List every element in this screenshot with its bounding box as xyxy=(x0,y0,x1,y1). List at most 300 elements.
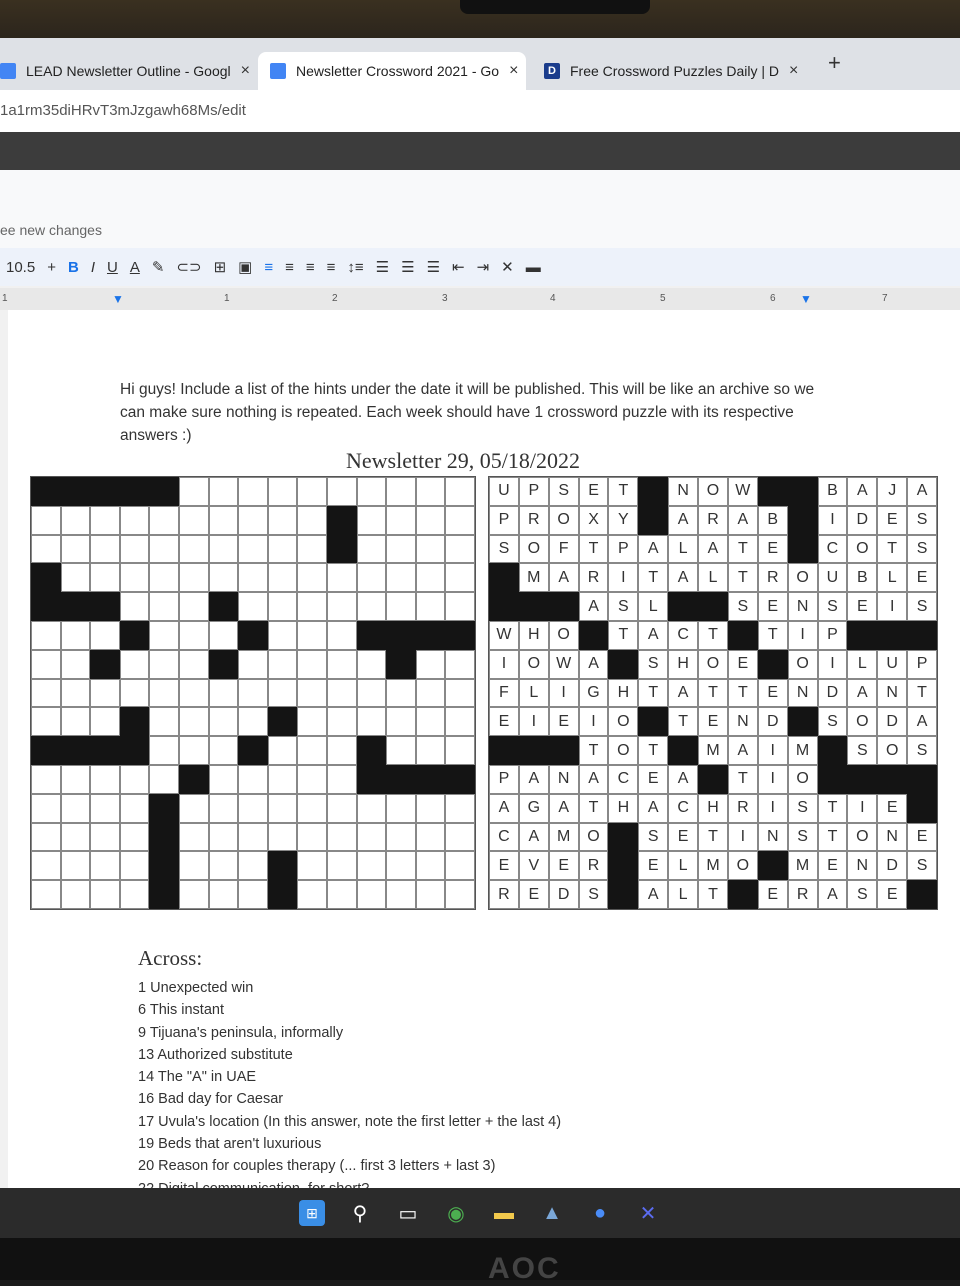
grid-cell[interactable] xyxy=(31,851,61,880)
grid-cell xyxy=(788,880,818,909)
grid-cell[interactable] xyxy=(327,794,357,823)
grid-cell[interactable] xyxy=(297,621,327,650)
grid-cell[interactable] xyxy=(179,506,209,535)
grid-cell[interactable] xyxy=(209,563,239,592)
increase-indent-icon[interactable]: ⇥ xyxy=(476,259,490,276)
grid-cell[interactable] xyxy=(386,880,416,909)
grid-cell[interactable] xyxy=(297,535,327,564)
tab-label: LEAD Newsletter Outline - Googl xyxy=(26,63,231,79)
grid-cell[interactable] xyxy=(297,794,327,823)
grid-cell[interactable] xyxy=(179,592,209,621)
answer-letter: I xyxy=(860,799,865,817)
grid-cell[interactable] xyxy=(416,823,446,852)
grid-cell[interactable] xyxy=(179,851,209,880)
grid-cell[interactable] xyxy=(327,736,357,765)
answer-letter: E xyxy=(767,539,779,557)
underline-icon[interactable]: U xyxy=(106,258,118,276)
answer-letter: E xyxy=(856,597,868,615)
grid-cell[interactable] xyxy=(90,563,120,592)
grid-cell[interactable] xyxy=(61,679,91,708)
grid-cell[interactable] xyxy=(445,535,475,564)
zoom-icon[interactable]: ● xyxy=(593,1201,607,1224)
grid-cell[interactable] xyxy=(120,851,150,880)
grid-cell[interactable] xyxy=(90,506,120,535)
tab-lead-outline[interactable] xyxy=(0,52,252,90)
grid-cell[interactable] xyxy=(209,679,239,708)
grid-cell[interactable] xyxy=(209,477,239,506)
grid-cell[interactable] xyxy=(31,535,61,564)
grid-cell[interactable] xyxy=(386,506,416,535)
grid-cell[interactable] xyxy=(149,535,179,564)
grid-cell[interactable] xyxy=(90,535,120,564)
document-page[interactable] xyxy=(8,310,960,1190)
answer-letter: S xyxy=(558,482,569,500)
grid-cell[interactable] xyxy=(90,707,120,736)
grid-cell[interactable] xyxy=(445,477,475,506)
grid-cell[interactable] xyxy=(268,563,298,592)
grid-cell xyxy=(579,794,609,823)
align-center-icon[interactable]: ≡ xyxy=(285,258,294,276)
grid-cell[interactable] xyxy=(31,621,61,650)
answer-letter: H xyxy=(617,683,630,701)
grid-cell[interactable] xyxy=(445,707,475,736)
link-icon[interactable]: ⊂⊃ xyxy=(176,259,202,276)
grid-cell[interactable] xyxy=(357,535,387,564)
grid-cell[interactable] xyxy=(297,563,327,592)
grid-cell[interactable] xyxy=(120,880,150,909)
grid-cell[interactable] xyxy=(327,851,357,880)
grid-cell[interactable] xyxy=(268,765,298,794)
grid-cell[interactable] xyxy=(416,707,446,736)
grid-cell[interactable] xyxy=(179,621,209,650)
answer-letter: A xyxy=(856,683,868,701)
grid-cell[interactable] xyxy=(297,851,327,880)
windows-icon[interactable]: ⊞ xyxy=(299,1200,325,1226)
black-square xyxy=(519,736,549,765)
new-tab-button[interactable]: + xyxy=(828,50,841,75)
grid-cell[interactable] xyxy=(297,679,327,708)
grid-cell[interactable] xyxy=(90,765,120,794)
grid-cell[interactable] xyxy=(445,650,475,679)
grid-cell[interactable] xyxy=(120,650,150,679)
grid-cell[interactable] xyxy=(238,794,268,823)
grid-cell[interactable] xyxy=(209,535,239,564)
blank-crossword-grid[interactable] xyxy=(30,476,476,910)
screen xyxy=(0,38,960,1238)
grid-cell[interactable] xyxy=(120,823,150,852)
black-square xyxy=(907,765,937,794)
grid-cell[interactable] xyxy=(327,880,357,909)
answer-letter: E xyxy=(886,511,898,529)
black-square xyxy=(120,736,150,765)
grid-cell[interactable] xyxy=(445,736,475,765)
answer-letter: V xyxy=(528,856,540,874)
grid-cell xyxy=(579,880,609,909)
grid-cell[interactable] xyxy=(268,794,298,823)
answer-letter: L xyxy=(678,539,688,557)
grid-cell[interactable] xyxy=(179,535,209,564)
grid-cell[interactable] xyxy=(61,650,91,679)
grid-cell[interactable] xyxy=(61,794,91,823)
answer-letter: T xyxy=(708,827,718,845)
ruler-mark: 1 xyxy=(224,293,230,304)
grid-cell[interactable] xyxy=(268,736,298,765)
grid-cell xyxy=(818,621,848,650)
grid-cell[interactable] xyxy=(297,477,327,506)
grid-cell[interactable] xyxy=(327,823,357,852)
grid-cell xyxy=(489,477,519,506)
comment-icon[interactable]: ⊞ xyxy=(213,259,227,276)
grid-cell[interactable] xyxy=(90,851,120,880)
grid-cell[interactable] xyxy=(386,477,416,506)
grid-cell[interactable] xyxy=(445,794,475,823)
grid-cell xyxy=(847,679,877,708)
grid-cell xyxy=(608,765,638,794)
answer-letter: R xyxy=(766,568,779,586)
grid-cell[interactable] xyxy=(31,679,61,708)
tab-newsletter-crossword[interactable] xyxy=(258,52,526,90)
checklist-icon[interactable]: ☰ xyxy=(375,259,390,276)
grid-cell[interactable] xyxy=(238,823,268,852)
grid-cell[interactable] xyxy=(327,592,357,621)
answer-letter: A xyxy=(528,827,540,845)
grid-cell[interactable] xyxy=(209,621,239,650)
answer-letter: N xyxy=(886,683,898,701)
grid-cell[interactable] xyxy=(238,535,268,564)
grid-cell[interactable] xyxy=(209,794,239,823)
input-tools-icon[interactable]: ▬ xyxy=(525,258,541,276)
black-square xyxy=(907,880,937,909)
grid-cell[interactable] xyxy=(357,707,387,736)
grid-cell[interactable] xyxy=(238,592,268,621)
grid-cell[interactable] xyxy=(386,592,416,621)
grid-cell[interactable] xyxy=(238,851,268,880)
grid-cell[interactable] xyxy=(61,851,91,880)
grid-cell[interactable] xyxy=(61,563,91,592)
grid-cell[interactable] xyxy=(149,707,179,736)
grid-cell[interactable] xyxy=(327,707,357,736)
grid-cell[interactable] xyxy=(31,880,61,909)
answer-letter: A xyxy=(647,539,659,557)
grid-cell[interactable] xyxy=(268,477,298,506)
grid-cell[interactable] xyxy=(386,563,416,592)
grid-cell[interactable] xyxy=(445,880,475,909)
clear-format-icon[interactable]: ✕ xyxy=(501,259,514,276)
grid-cell[interactable] xyxy=(31,765,61,794)
grid-cell[interactable] xyxy=(416,506,446,535)
grid-cell[interactable] xyxy=(209,765,239,794)
grid-cell[interactable] xyxy=(209,823,239,852)
see-new-changes-link[interactable]: ee new changes xyxy=(0,222,102,238)
monitor-brand: AOC xyxy=(488,1252,561,1285)
grid-cell[interactable] xyxy=(386,707,416,736)
grid-cell xyxy=(818,563,848,592)
grid-cell[interactable] xyxy=(238,707,268,736)
black-square xyxy=(608,851,638,880)
grid-cell[interactable] xyxy=(357,592,387,621)
answer-letter: E xyxy=(767,597,779,615)
grid-cell[interactable] xyxy=(209,736,239,765)
grid-cell xyxy=(818,823,848,852)
grid-cell[interactable] xyxy=(61,823,91,852)
grid-cell[interactable] xyxy=(238,477,268,506)
grid-cell[interactable] xyxy=(297,506,327,535)
grid-cell[interactable] xyxy=(149,765,179,794)
grid-cell[interactable] xyxy=(179,477,209,506)
grid-cell[interactable] xyxy=(327,621,357,650)
grid-cell[interactable] xyxy=(327,765,357,794)
grid-cell[interactable] xyxy=(357,477,387,506)
grid-cell[interactable] xyxy=(120,592,150,621)
grid-cell xyxy=(519,851,549,880)
grid-cell[interactable] xyxy=(357,506,387,535)
grid-cell[interactable] xyxy=(297,592,327,621)
address-bar[interactable] xyxy=(0,90,960,132)
grid-cell[interactable] xyxy=(357,851,387,880)
grid-cell[interactable] xyxy=(416,592,446,621)
black-square xyxy=(788,535,818,564)
grid-cell[interactable] xyxy=(179,650,209,679)
grid-cell xyxy=(698,650,728,679)
grid-cell[interactable] xyxy=(445,679,475,708)
bold-icon[interactable]: B xyxy=(67,258,79,276)
grid-cell[interactable] xyxy=(31,506,61,535)
answer-letter: L xyxy=(678,856,688,874)
grid-cell[interactable] xyxy=(386,679,416,708)
grid-cell[interactable] xyxy=(416,736,446,765)
ruler-mark: 6 xyxy=(770,293,776,304)
grid-cell[interactable] xyxy=(179,823,209,852)
grid-cell[interactable] xyxy=(238,563,268,592)
clue-item: 9 Tijuana's peninsula, informally xyxy=(138,1024,344,1041)
grid-cell[interactable] xyxy=(31,823,61,852)
grid-cell[interactable] xyxy=(327,563,357,592)
grid-cell[interactable] xyxy=(268,592,298,621)
app-icon[interactable]: ✕ xyxy=(639,1202,657,1225)
grid-cell[interactable] xyxy=(238,650,268,679)
grid-cell[interactable] xyxy=(120,563,150,592)
grid-cell[interactable] xyxy=(357,679,387,708)
italic-icon[interactable]: I xyxy=(90,258,95,276)
answer-letter: A xyxy=(647,885,659,903)
grid-cell[interactable] xyxy=(179,707,209,736)
grid-cell xyxy=(489,880,519,909)
grid-cell xyxy=(489,650,519,679)
grid-cell[interactable] xyxy=(90,880,120,909)
grid-cell[interactable] xyxy=(61,765,91,794)
answer-letter: D xyxy=(557,885,570,903)
grid-cell xyxy=(758,823,788,852)
grid-cell[interactable] xyxy=(149,592,179,621)
answer-letter: T xyxy=(917,683,927,701)
grid-cell[interactable] xyxy=(357,650,387,679)
grid-cell[interactable] xyxy=(61,506,91,535)
black-square xyxy=(149,477,179,506)
answer-letter: T xyxy=(767,626,778,644)
grid-cell[interactable] xyxy=(357,880,387,909)
numbered-list-icon[interactable]: ☰ xyxy=(426,259,441,276)
indent-marker-icon[interactable]: ▼ xyxy=(112,292,124,306)
grid-cell[interactable] xyxy=(416,650,446,679)
answer-letter: H xyxy=(677,655,689,673)
grid-cell[interactable] xyxy=(149,621,179,650)
grid-cell xyxy=(877,563,907,592)
grid-cell[interactable] xyxy=(238,506,268,535)
grid-cell[interactable] xyxy=(209,506,239,535)
grid-cell[interactable] xyxy=(357,563,387,592)
grid-cell[interactable] xyxy=(297,736,327,765)
bulleted-list-icon[interactable]: ☰ xyxy=(401,259,415,276)
grid-cell[interactable] xyxy=(297,650,327,679)
grid-cell[interactable] xyxy=(386,736,416,765)
grid-cell[interactable] xyxy=(357,823,387,852)
grid-cell[interactable] xyxy=(297,880,327,909)
grid-cell[interactable] xyxy=(416,679,446,708)
grid-cell[interactable] xyxy=(238,880,268,909)
grid-cell[interactable] xyxy=(149,679,179,708)
task-view-icon[interactable]: ▭ xyxy=(398,1202,418,1225)
grid-cell[interactable] xyxy=(268,621,298,650)
close-icon[interactable]: × xyxy=(240,62,250,79)
answer-letter: O xyxy=(885,741,899,759)
chrome-icon[interactable]: ◉ xyxy=(447,1202,465,1225)
grid-cell[interactable] xyxy=(90,794,120,823)
black-square xyxy=(209,650,239,679)
grid-cell[interactable] xyxy=(149,563,179,592)
grid-cell xyxy=(818,592,848,621)
grid-cell[interactable] xyxy=(120,765,150,794)
justify-icon[interactable]: ≡ xyxy=(326,258,336,276)
grid-cell[interactable] xyxy=(416,794,446,823)
grid-cell[interactable] xyxy=(297,765,327,794)
grid-cell[interactable] xyxy=(268,535,298,564)
grid-cell[interactable] xyxy=(386,535,416,564)
grid-cell xyxy=(549,765,579,794)
answer-letter: C xyxy=(677,799,689,817)
grid-cell[interactable] xyxy=(179,563,209,592)
grid-cell[interactable] xyxy=(238,679,268,708)
grid-cell[interactable] xyxy=(268,823,298,852)
grid-cell[interactable] xyxy=(90,823,120,852)
grid-cell[interactable] xyxy=(297,707,327,736)
grid-cell[interactable] xyxy=(120,794,150,823)
tab-free-crossword[interactable] xyxy=(544,52,814,90)
grid-cell xyxy=(698,679,728,708)
answer-letter: A xyxy=(737,511,749,529)
black-square xyxy=(549,736,579,765)
right-indent-marker-icon[interactable]: ▼ xyxy=(800,292,812,306)
increase-font-icon[interactable]: + xyxy=(47,258,56,276)
grid-cell[interactable] xyxy=(149,506,179,535)
grid-cell[interactable] xyxy=(179,679,209,708)
grid-cell[interactable] xyxy=(268,650,298,679)
grid-cell[interactable] xyxy=(445,823,475,852)
grid-cell[interactable] xyxy=(386,794,416,823)
grid-cell[interactable] xyxy=(149,650,179,679)
grid-cell[interactable] xyxy=(416,535,446,564)
close-icon[interactable]: × xyxy=(509,62,519,79)
grid-cell[interactable] xyxy=(268,506,298,535)
grid-cell[interactable] xyxy=(445,851,475,880)
answer-letter: B xyxy=(856,568,868,586)
decrease-indent-icon[interactable]: ⇤ xyxy=(452,259,465,276)
text-color-icon[interactable]: A xyxy=(129,258,140,276)
grid-cell[interactable] xyxy=(209,707,239,736)
grid-cell[interactable] xyxy=(416,880,446,909)
grid-cell[interactable] xyxy=(416,851,446,880)
grid-cell[interactable] xyxy=(386,823,416,852)
grid-cell[interactable] xyxy=(179,880,209,909)
grid-cell[interactable] xyxy=(120,535,150,564)
ruler[interactable] xyxy=(0,288,960,310)
highlight-icon[interactable]: ✎ xyxy=(151,259,165,276)
grid-cell[interactable] xyxy=(120,679,150,708)
grid-cell[interactable] xyxy=(386,851,416,880)
grid-cell[interactable] xyxy=(416,563,446,592)
grid-cell[interactable] xyxy=(120,506,150,535)
font-size-field[interactable]: 10.5 xyxy=(6,258,36,276)
grid-cell xyxy=(847,506,877,535)
grid-cell[interactable] xyxy=(297,823,327,852)
answer-letter: L xyxy=(648,597,658,615)
grid-cell[interactable] xyxy=(61,535,91,564)
grid-cell[interactable] xyxy=(61,880,91,909)
grid-cell[interactable] xyxy=(61,621,91,650)
grid-cell[interactable] xyxy=(31,650,61,679)
grid-cell[interactable] xyxy=(327,650,357,679)
grid-cell[interactable] xyxy=(268,679,298,708)
grid-cell xyxy=(638,823,668,852)
grid-cell[interactable] xyxy=(238,765,268,794)
grid-cell[interactable] xyxy=(179,736,209,765)
grid-cell[interactable] xyxy=(90,621,120,650)
grid-cell[interactable] xyxy=(149,736,179,765)
grid-cell[interactable] xyxy=(209,851,239,880)
grid-cell[interactable] xyxy=(327,679,357,708)
black-square xyxy=(31,477,61,506)
grid-cell[interactable] xyxy=(445,592,475,621)
grid-cell[interactable] xyxy=(445,506,475,535)
line-spacing-icon[interactable]: ↕≡ xyxy=(347,258,364,276)
black-square xyxy=(416,621,446,650)
grid-cell[interactable] xyxy=(31,707,61,736)
grid-cell[interactable] xyxy=(445,563,475,592)
grid-cell xyxy=(668,621,698,650)
search-icon[interactable]: ⚲ xyxy=(352,1202,368,1225)
answer-letter: A xyxy=(498,799,510,817)
grid-cell xyxy=(549,535,579,564)
grid-cell[interactable] xyxy=(90,679,120,708)
grid-cell[interactable] xyxy=(31,794,61,823)
photos-icon[interactable]: ▲ xyxy=(542,1201,562,1224)
black-square xyxy=(847,621,877,650)
grid-cell[interactable] xyxy=(179,794,209,823)
answer-letter: U xyxy=(498,482,510,500)
align-right-icon[interactable]: ≡ xyxy=(305,258,315,276)
grid-cell[interactable] xyxy=(416,477,446,506)
grid-cell[interactable] xyxy=(209,880,239,909)
align-left-icon[interactable]: ≡ xyxy=(264,258,274,276)
grid-cell[interactable] xyxy=(327,477,357,506)
grid-cell[interactable] xyxy=(357,794,387,823)
close-icon[interactable]: × xyxy=(789,62,799,79)
folder-icon[interactable]: ▬ xyxy=(494,1201,514,1224)
answer-letter: S xyxy=(588,885,599,903)
answer-letter: E xyxy=(588,482,599,500)
answer-letter: A xyxy=(827,885,838,903)
grid-cell[interactable] xyxy=(61,707,91,736)
image-icon[interactable]: ▣ xyxy=(238,259,253,276)
